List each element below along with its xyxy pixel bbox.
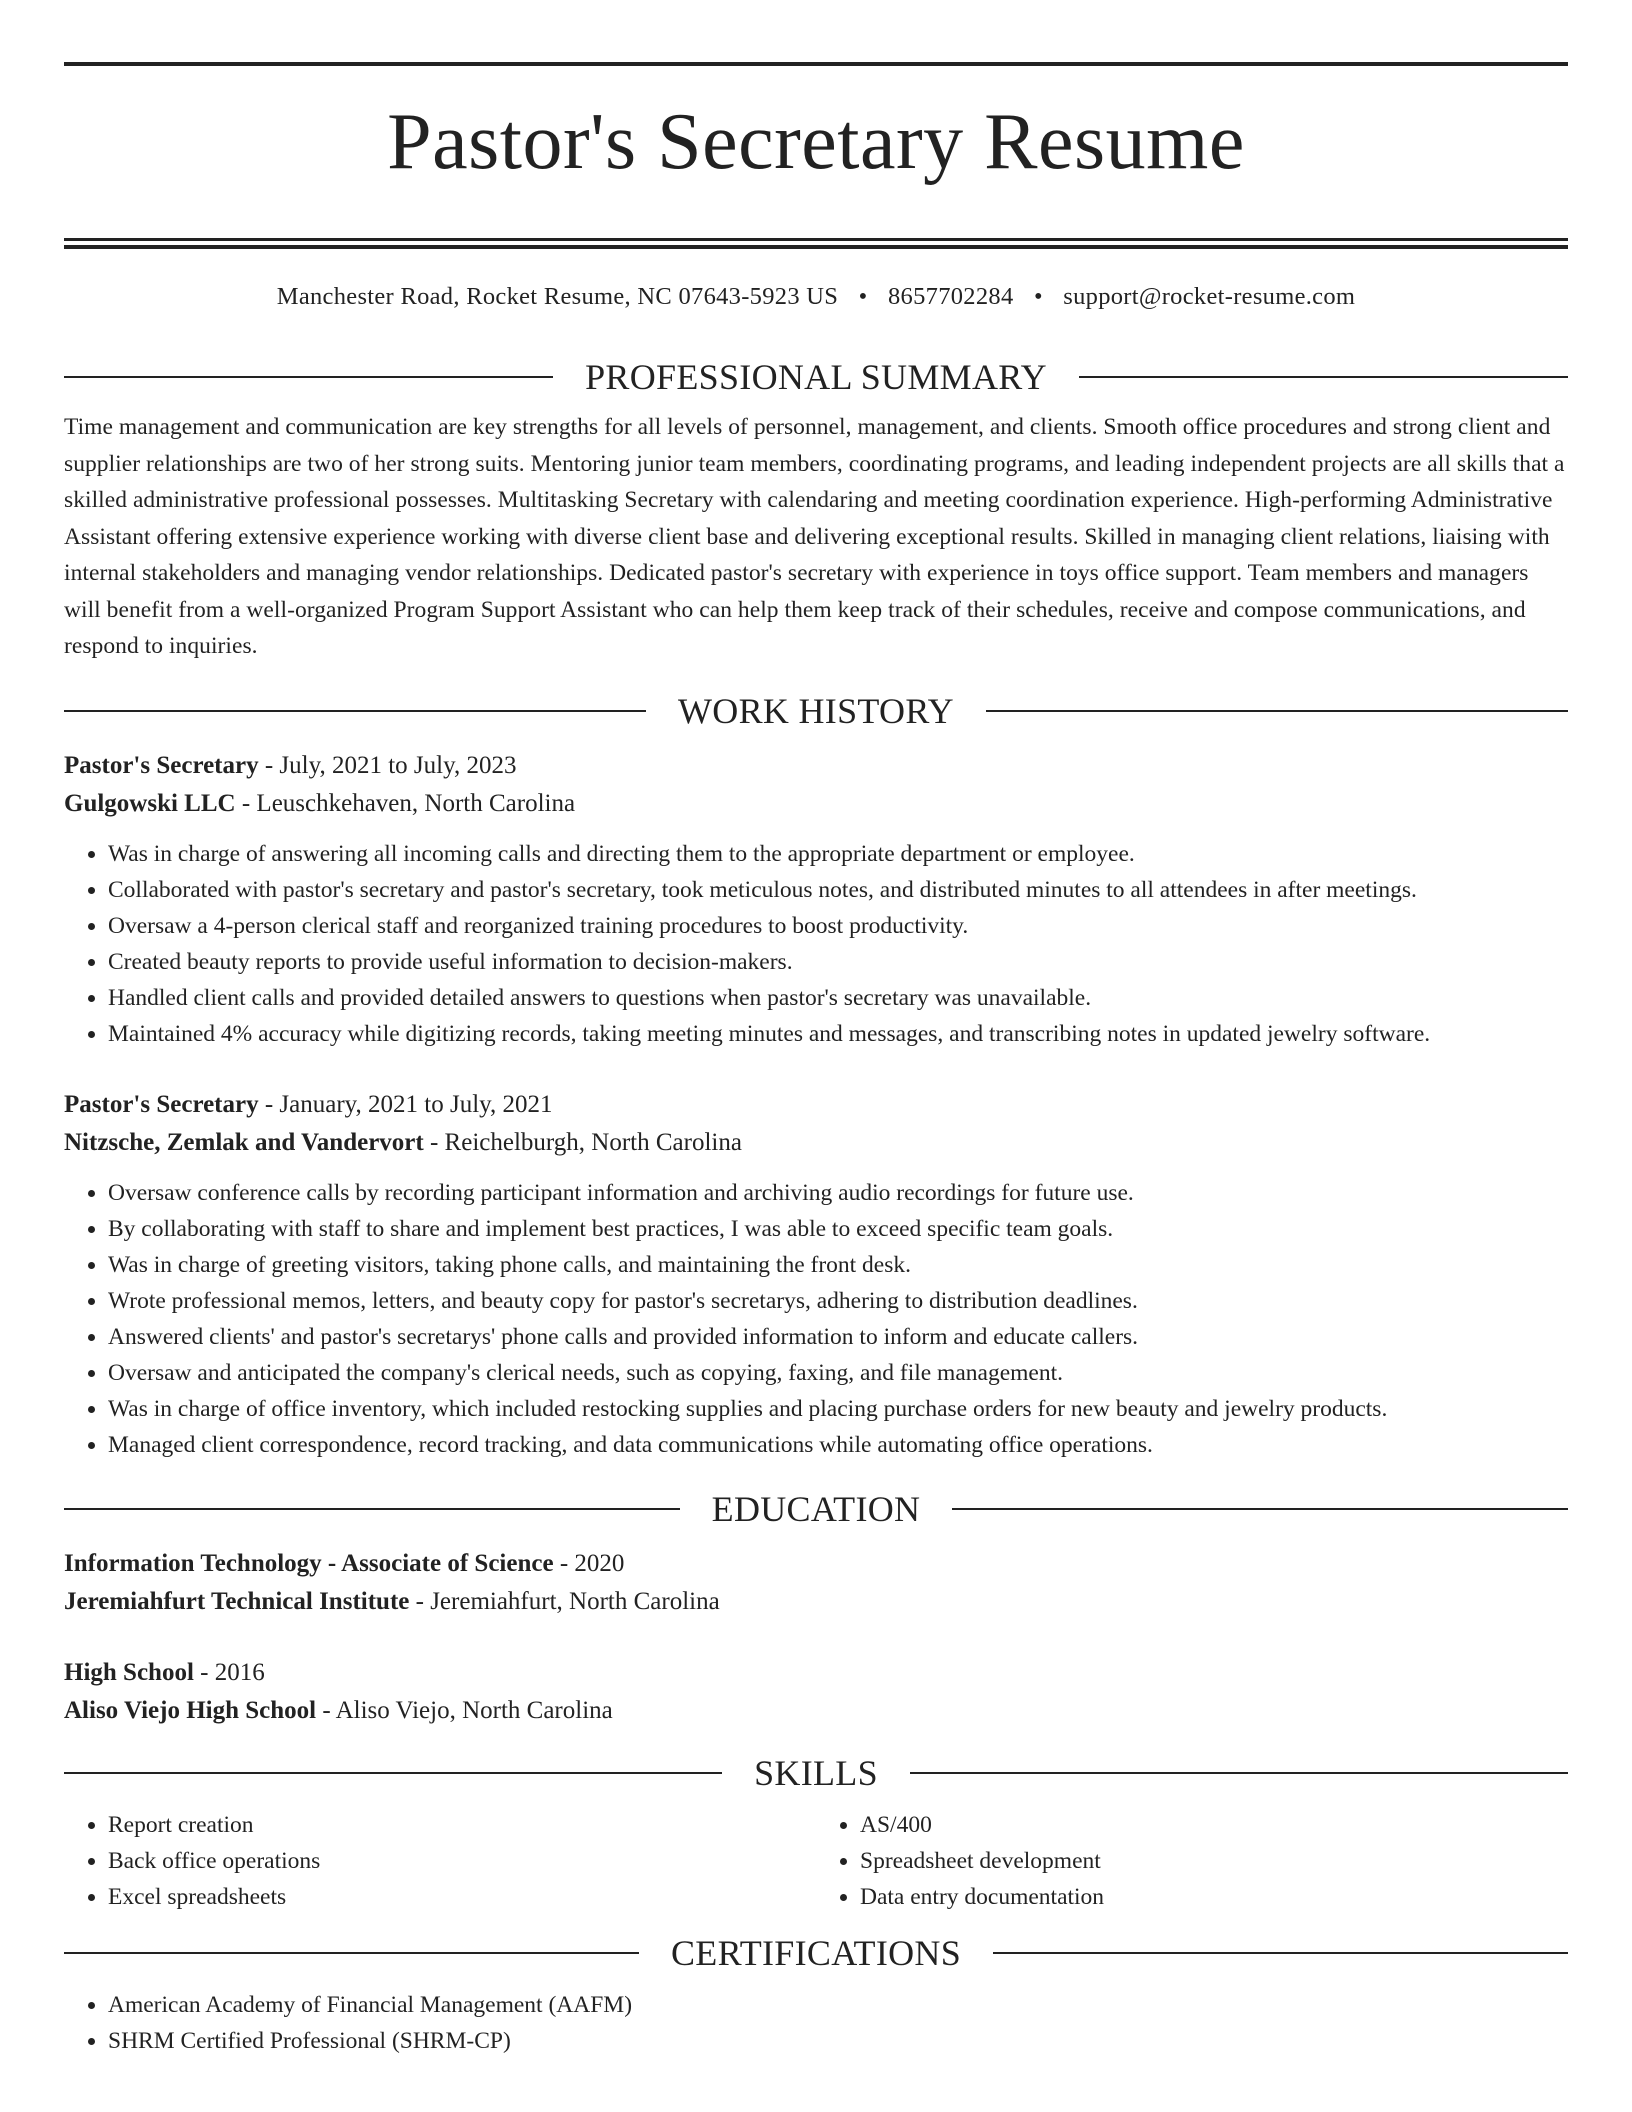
degree-line [64, 1545, 1568, 1584]
contact-address: Manchester Road, Rocket Resume, NC 07643-5923 US [276, 283, 839, 310]
resume-content [64, 62, 1568, 2059]
degree: High School [64, 1658, 194, 1686]
job-entry [64, 747, 1568, 1052]
divider [64, 376, 553, 378]
list-item: • Back office operations [108, 1843, 816, 1879]
list-item: • AS/400 [860, 1807, 1568, 1843]
list-item: • Handled client calls and provided detailed answers to questions when pastor's secretary was unavailable. [108, 980, 1568, 1016]
job-company: Gulgowski LLC [64, 790, 236, 817]
divider [64, 1508, 680, 1510]
divider [64, 710, 646, 712]
job-entry [64, 1086, 1568, 1463]
degree: Information Technology - Associate of Science [64, 1549, 554, 1577]
job-title-line [64, 1086, 1568, 1125]
contact-separator: • [858, 283, 868, 310]
job-title-line [64, 747, 1568, 786]
contact-email[interactable]: support@rocket-resume.com [1063, 283, 1356, 310]
divider [910, 1772, 1568, 1774]
job-company-line [64, 785, 1568, 824]
list-item: • Report creation [108, 1807, 816, 1843]
section-heading-summary [64, 355, 1568, 399]
skills-list-left [64, 1807, 816, 1915]
list-item: • Was in charge of greeting visitors, taking phone calls, and maintaining the front desk. [108, 1247, 1568, 1283]
divider [993, 1952, 1568, 1954]
job-location: - Reichelburgh, North Carolina [423, 1129, 742, 1156]
education-entry [64, 1654, 1568, 1731]
list-item: • Data entry documentation [860, 1879, 1568, 1915]
title-double-rule [64, 238, 1568, 249]
section-heading-work [64, 689, 1568, 733]
section-heading-certifications [64, 1931, 1568, 1975]
contact-line [64, 283, 1568, 313]
section-title: PROFESSIONAL SUMMARY [585, 357, 1047, 397]
section-heading-education [64, 1487, 1568, 1531]
divider [952, 1508, 1568, 1510]
degree-line [64, 1654, 1568, 1693]
top-rule [64, 62, 1568, 66]
job-company: Nitzsche, Zemlak and Vandervort [64, 1129, 424, 1156]
job-duties [64, 836, 1568, 1052]
job-title: Pastor's Secretary [64, 751, 259, 779]
divider [64, 1952, 639, 1954]
list-item: • By collaborating with staff to share and implement best practices, I was able to exceed specific team goals. [108, 1211, 1568, 1247]
list-item: • Collaborated with pastor's secretary and pastor's secretary, took meticulous notes, and distributed minutes to all attendees in after meetings. [108, 872, 1568, 908]
list-item: • Maintained 4% accuracy while digitizing records, taking meeting minutes and messages, and transcribing notes in updated jewelry software. [108, 1016, 1568, 1052]
contact-phone[interactable]: 8657702284 [888, 283, 1014, 310]
section-heading-skills [64, 1751, 1568, 1795]
list-item: • Oversaw conference calls by recording participant information and archiving audio recordings for future use. [108, 1175, 1568, 1211]
school-location: - Jeremiahfurt, North Carolina [409, 1588, 720, 1615]
school-line [64, 1583, 1568, 1622]
job-dates: - January, 2021 to July, 2021 [258, 1090, 553, 1118]
section-title: SKILLS [754, 1752, 878, 1793]
list-item: • Managed client correspondence, record tracking, and data communications while automating office operations. [108, 1427, 1568, 1463]
divider [64, 1772, 722, 1774]
list-item: • Oversaw a 4-person clerical staff and reorganized training procedures to boost productivity. [108, 908, 1568, 944]
summary-text: Time management and communication are key strengths for all levels of personnel, management, and clients. Smooth office procedures and strong client and supplier relationships are two of her strong suits. Mentoring junior team members, coordinating programs, and leading independent projects are all skills that a skilled administrative professional possesses. Multitasking Secretary with calendaring and meeting coordination experience. High-performing Administrative Assistant offering extensive experience working with diverse client base and delivering exceptional results. Skilled in managing client relations, liaising with internal stakeholders and managing vendor relationships. Dedicated pastor's secretary with experience in toys office support. Team members and managers will benefit from a well-organized Program Support Assistant who can help them keep track of their schedules, receive and compose communications, and respond to inquiries. [64, 414, 1565, 659]
job-title: Pastor's Secretary [64, 1090, 259, 1118]
contact-separator: • [1033, 283, 1043, 310]
certifications-list [64, 1987, 1568, 2059]
list-item: • American Academy of Financial Management (AAFM) [108, 1987, 1568, 2023]
degree-year: - 2016 [193, 1658, 265, 1686]
section-title: WORK HISTORY [678, 690, 954, 731]
section-title: EDUCATION [711, 1488, 921, 1529]
section-title: CERTIFICATIONS [670, 1932, 962, 1973]
school-location: - Aliso Viejo, North Carolina [316, 1697, 613, 1724]
list-item: • Oversaw and anticipated the company's clerical needs, such as copying, faxing, and file management. [108, 1355, 1568, 1391]
list-item: • Spreadsheet development [860, 1843, 1568, 1879]
skills-grid [64, 1807, 1568, 1915]
school: Aliso Viejo High School [64, 1697, 317, 1724]
job-dates: - July, 2021 to July, 2023 [258, 751, 517, 779]
school-line [64, 1692, 1568, 1731]
job-company-line [64, 1124, 1568, 1163]
list-item: • Was in charge of answering all incoming calls and directing them to the appropriate department or employee. [108, 836, 1568, 872]
list-item: • Created beauty reports to provide useful information to decision-makers. [108, 944, 1568, 980]
job-location: - Leuschkehaven, North Carolina [235, 790, 576, 817]
list-item: • Was in charge of office inventory, which included restocking supplies and placing purchase orders for new beauty and jewelry products. [108, 1391, 1568, 1427]
job-duties [64, 1175, 1568, 1463]
divider [986, 710, 1568, 712]
list-item: • SHRM Certified Professional (SHRM-CP) [108, 2023, 1568, 2059]
list-item: • Answered clients' and pastor's secretarys' phone calls and provided information to inform and educate callers. [108, 1319, 1568, 1355]
divider [1079, 376, 1568, 378]
degree-year: - 2020 [553, 1549, 625, 1577]
list-item: • Excel spreadsheets [108, 1879, 816, 1915]
list-item: • Wrote professional memos, letters, and beauty copy for pastor's secretarys, adhering to distribution deadlines. [108, 1283, 1568, 1319]
skills-list-right [816, 1807, 1568, 1915]
school: Jeremiahfurt Technical Institute [64, 1588, 410, 1615]
page-title: Pastor's Secretary Resume [387, 98, 1245, 186]
education-entry [64, 1545, 1568, 1622]
